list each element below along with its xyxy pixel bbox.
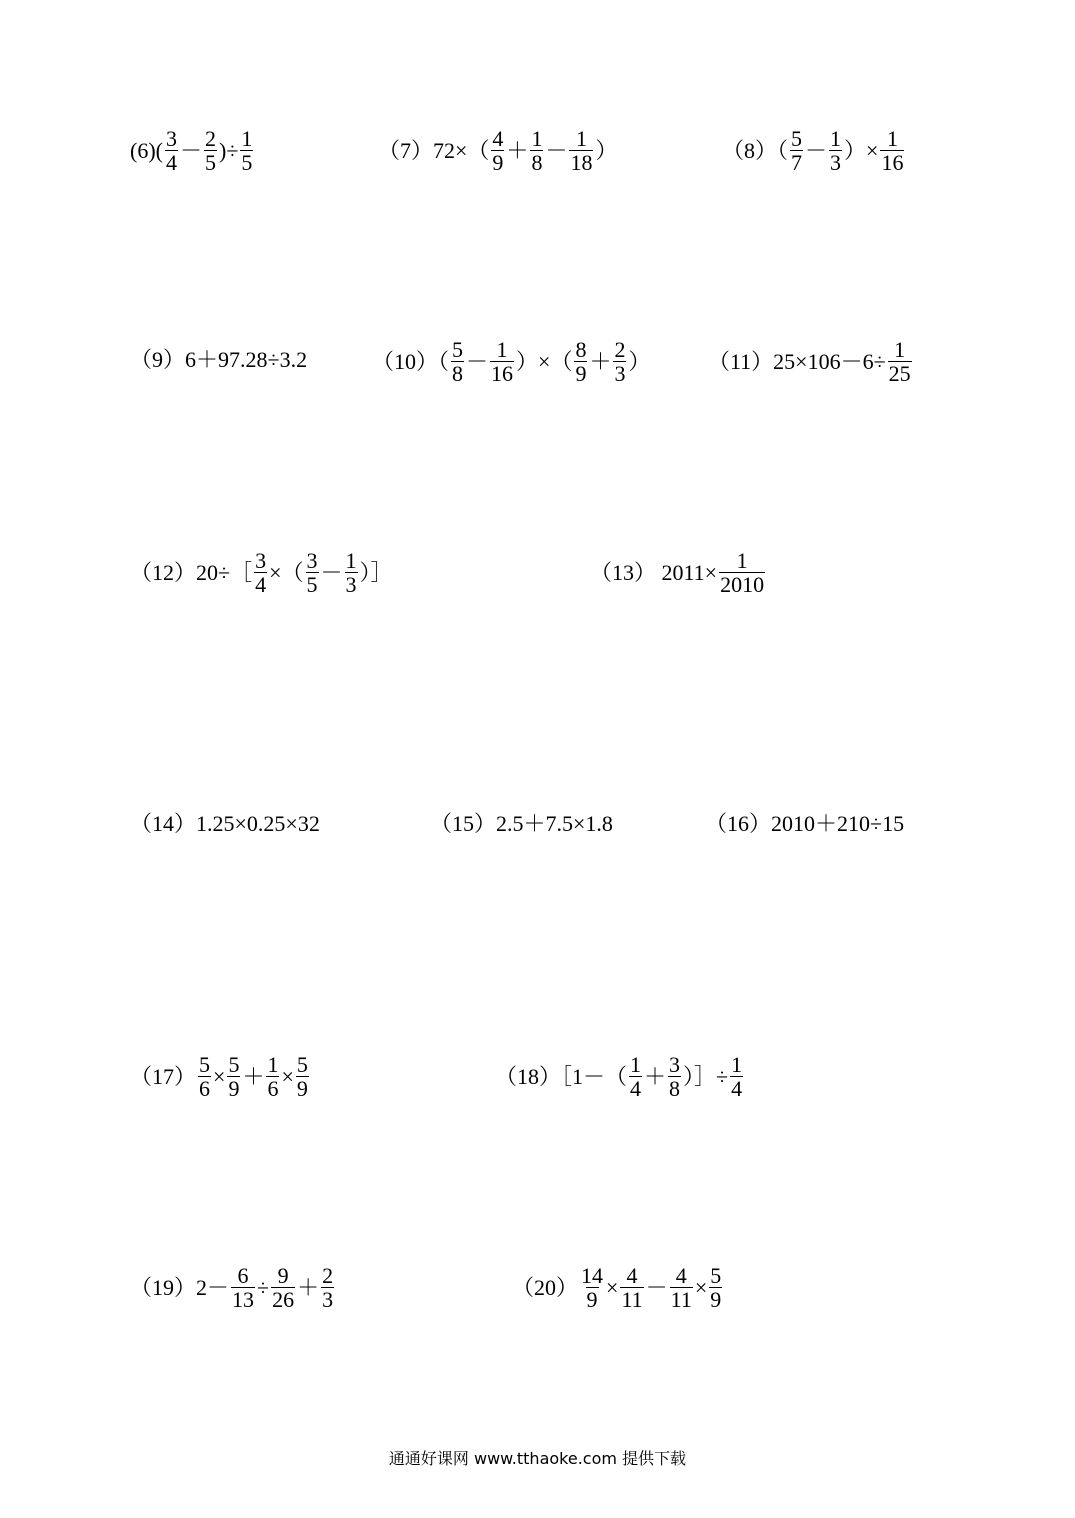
fraction	[569, 127, 593, 174]
fraction-denominator: 3	[830, 150, 842, 176]
fraction-denominator: 9	[586, 1287, 598, 1313]
fraction	[888, 338, 912, 385]
fraction-numerator: 4	[675, 1263, 687, 1288]
expression-text: （14）1.25×0.25×32	[130, 811, 320, 836]
fraction	[530, 127, 543, 174]
fraction	[198, 1053, 211, 1100]
fraction-denominator: 6	[199, 1076, 211, 1102]
fraction-denominator: 11	[670, 1287, 692, 1313]
fraction	[231, 1264, 255, 1311]
expression-text: （10）（	[372, 348, 450, 374]
problem-12	[130, 549, 393, 596]
expression-text: )÷	[219, 137, 239, 163]
expression-text: －	[466, 348, 489, 374]
fraction	[880, 127, 904, 174]
expression-text: （20）	[512, 1274, 579, 1300]
expression-text: （11）25×106－6÷	[708, 348, 886, 374]
fraction-numerator: 3	[255, 548, 267, 573]
problem-8	[722, 127, 906, 174]
fraction	[719, 549, 765, 596]
problem-18	[495, 1053, 745, 1100]
fraction-denominator: 4	[630, 1076, 642, 1102]
fraction	[574, 338, 587, 385]
fraction-numerator: 4	[626, 1263, 638, 1288]
fraction	[227, 1053, 240, 1100]
fraction-numerator: 1	[575, 126, 587, 151]
expression-text: ）×	[844, 137, 879, 163]
fraction-numerator: 4	[492, 126, 504, 151]
expression-text: （16）2010＋210÷15	[705, 811, 905, 836]
fraction	[490, 338, 514, 385]
fraction-numerator: 1	[630, 1052, 642, 1077]
fraction-numerator: 14	[581, 1263, 604, 1288]
fraction	[306, 549, 319, 596]
expression-text: （9）6＋97.28÷3.2	[130, 347, 308, 372]
fraction-denominator: 16	[881, 150, 904, 176]
expression-text: ×	[606, 1274, 619, 1300]
fraction-denominator: 9	[575, 361, 587, 387]
fraction-numerator: 1	[345, 548, 357, 573]
fraction	[709, 1264, 722, 1311]
expression-text: ＋	[297, 1274, 320, 1300]
fraction-denominator: 3	[614, 361, 626, 387]
expression-text: (6)(	[130, 137, 163, 163]
problem-9	[130, 349, 307, 371]
expression-text: ）］÷	[683, 1063, 729, 1089]
fraction-denominator: 4	[165, 150, 177, 176]
fraction-denominator: 9	[710, 1287, 722, 1313]
expression-text: （19）2－	[130, 1274, 230, 1300]
expression-text: （7）72×（	[378, 137, 490, 163]
fraction-denominator: 18	[570, 150, 593, 176]
expression-text: －	[320, 559, 343, 585]
fraction-numerator: 1	[241, 126, 253, 151]
problem-11	[708, 338, 914, 385]
fraction	[580, 1264, 604, 1311]
expression-text: ×	[694, 1274, 708, 1300]
fraction	[266, 1053, 279, 1100]
expression-text: ）	[595, 137, 618, 163]
problem-10	[372, 338, 650, 385]
fraction	[829, 127, 842, 174]
fraction-denominator: 9	[296, 1076, 308, 1102]
fraction-denominator: 9	[492, 150, 504, 176]
problem-15	[430, 813, 613, 835]
problem-6	[130, 127, 255, 174]
fraction-numerator: 1	[736, 548, 748, 573]
expression-text: ）×（	[516, 348, 573, 374]
expression-text: （13） 2011×	[590, 559, 718, 585]
fraction-denominator: 2010	[720, 572, 765, 598]
fraction	[790, 127, 803, 174]
fraction-denominator: 11	[621, 1287, 643, 1313]
expression-text: （18）［1－（	[495, 1063, 628, 1089]
fraction-numerator: 2	[614, 337, 626, 362]
expression-text: （15）2.5＋7.5×1.8	[430, 811, 613, 836]
expression-text: ）］	[359, 559, 393, 585]
fraction-denominator: 16	[491, 361, 514, 387]
fraction-denominator: 25	[888, 361, 911, 387]
fraction-numerator: 5	[296, 1052, 308, 1077]
fraction-numerator: 1	[894, 337, 906, 362]
fraction-denominator: 8	[669, 1076, 681, 1102]
fraction	[345, 549, 358, 596]
problem-20	[512, 1264, 724, 1311]
fraction	[240, 127, 253, 174]
expression-text: ）	[628, 348, 651, 374]
fraction	[491, 127, 504, 174]
expression-text: －	[179, 137, 202, 163]
fraction	[629, 1053, 642, 1100]
fraction-denominator: 3	[322, 1287, 334, 1313]
fraction-denominator: 3	[345, 572, 357, 598]
fraction-denominator: 7	[791, 150, 803, 176]
fraction-numerator: 1	[531, 126, 543, 151]
expression-text: （8）（	[722, 137, 789, 163]
fraction	[296, 1053, 309, 1100]
fraction-numerator: 1	[267, 1052, 279, 1077]
expression-text: ＋	[589, 348, 612, 374]
fraction-numerator: 1	[496, 337, 508, 362]
fraction-numerator: 2	[205, 126, 216, 151]
fraction	[254, 549, 267, 596]
problem-7	[378, 127, 617, 174]
expression-text: ÷	[257, 1274, 270, 1300]
expression-text: ＋	[506, 137, 529, 163]
expression-text: （12）20÷［	[130, 559, 253, 585]
fraction	[321, 1264, 334, 1311]
problem-17	[130, 1053, 311, 1100]
fraction	[668, 1053, 681, 1100]
fraction-denominator: 6	[267, 1076, 279, 1102]
fraction	[613, 338, 626, 385]
fraction-denominator: 4	[731, 1076, 743, 1102]
fraction-numerator: 1	[731, 1052, 743, 1077]
fraction-numerator: 9	[277, 1263, 289, 1288]
expression-text: －	[805, 137, 828, 163]
expression-text: －	[545, 137, 568, 163]
fraction-numerator: 1	[830, 126, 842, 151]
expression-text: ×	[281, 1063, 294, 1089]
expression-text: ＋	[242, 1063, 265, 1089]
fraction-denominator: 8	[452, 361, 464, 387]
problem-14	[130, 813, 320, 835]
expression-text: ×	[213, 1063, 226, 1089]
fraction	[670, 1264, 693, 1311]
fraction-numerator: 5	[228, 1052, 240, 1077]
fraction-denominator: 26	[272, 1287, 295, 1313]
expression-text: －	[645, 1274, 668, 1300]
fraction-denominator: 4	[255, 572, 267, 598]
fraction-denominator: 5	[306, 572, 318, 598]
fraction-numerator: 8	[575, 337, 587, 362]
fraction-numerator: 2	[322, 1263, 334, 1288]
fraction-numerator: 3	[165, 126, 177, 151]
fraction	[204, 127, 217, 174]
fraction-numerator: 3	[306, 548, 318, 573]
fraction-denominator: 5	[241, 150, 253, 176]
fraction-denominator: 13	[232, 1287, 255, 1313]
expression-text: （17）	[130, 1063, 197, 1089]
fraction	[620, 1264, 643, 1311]
footer-source: 通通好课网 www.tthaoke.com 提供下载	[388, 1449, 687, 1468]
fraction-denominator: 5	[205, 150, 216, 176]
fraction-numerator: 6	[237, 1263, 249, 1288]
fraction	[271, 1264, 295, 1311]
expression-text: ＋	[644, 1063, 667, 1089]
fraction	[165, 127, 178, 174]
expression-text: ×（	[269, 559, 304, 585]
fraction-denominator: 9	[228, 1076, 240, 1102]
fraction-numerator: 1	[886, 126, 898, 151]
fraction-numerator: 5	[791, 126, 803, 151]
fraction-numerator: 5	[199, 1052, 211, 1077]
problem-19	[130, 1264, 336, 1311]
fraction-numerator: 5	[710, 1263, 722, 1288]
fraction-numerator: 5	[452, 337, 464, 362]
fraction	[451, 338, 464, 385]
problem-16	[705, 813, 904, 835]
fraction-numerator: 3	[669, 1052, 681, 1077]
problem-13	[590, 549, 767, 596]
fraction	[730, 1053, 743, 1100]
fraction-denominator: 8	[531, 150, 543, 176]
